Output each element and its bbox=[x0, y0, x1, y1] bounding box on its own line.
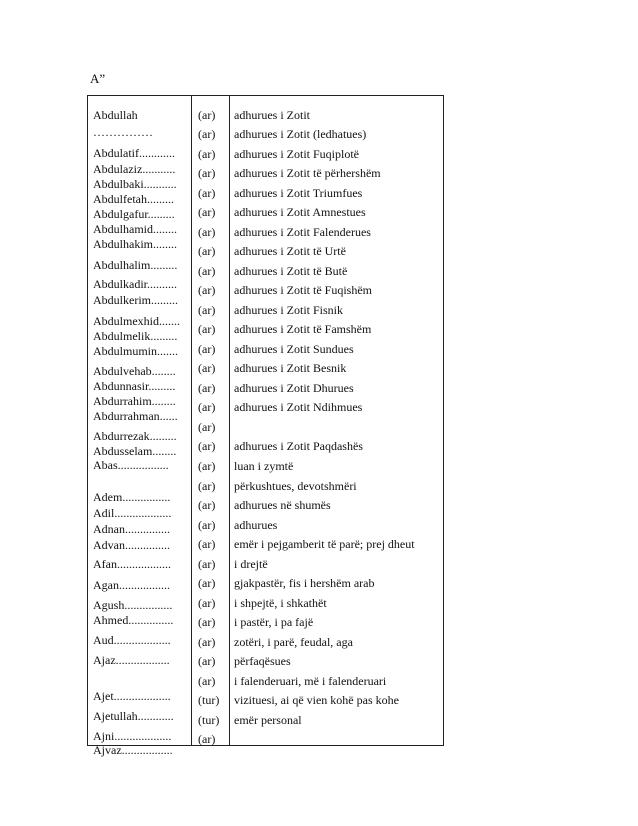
name-entry: Abdulgafur......... bbox=[93, 207, 175, 221]
origin-label: (ar) bbox=[198, 283, 216, 297]
origin-label: (ar) bbox=[198, 557, 216, 571]
name-entry: Abdulhakim........ bbox=[93, 237, 177, 251]
origin-label: (ar) bbox=[198, 420, 216, 434]
name-entry: Abdulmelik......... bbox=[93, 329, 178, 343]
meaning-text: adhurues i Zotit të Fuqishëm bbox=[234, 283, 372, 297]
meaning-text: adhurues i Zotit të Famshëm bbox=[234, 322, 372, 336]
origin-label: (ar) bbox=[198, 244, 216, 258]
name-entry: Abdulbaki........... bbox=[93, 177, 177, 191]
meaning-text: zotëri, i parë, feudal, aga bbox=[234, 635, 353, 649]
name-entry: Abdulkadir.......... bbox=[93, 277, 177, 291]
origin-label: (ar) bbox=[198, 674, 216, 688]
name-entry: Agan................. bbox=[93, 578, 170, 592]
origin-label: (ar) bbox=[198, 361, 216, 375]
name-entry: Abdulhamid........ bbox=[93, 222, 177, 236]
name-entry: Aud................... bbox=[93, 633, 171, 647]
origin-label: (tur) bbox=[198, 693, 220, 707]
name-entry: Agush................ bbox=[93, 598, 173, 612]
name-entry: Abdusselam........ bbox=[93, 444, 177, 458]
name-entry: Abdulfetah......... bbox=[93, 192, 174, 206]
meaning-text: emër personal bbox=[234, 713, 302, 727]
origin-label: (ar) bbox=[198, 322, 216, 336]
name-entry: Adil................... bbox=[93, 506, 172, 520]
meaning-text: adhurues i Zotit të Butë bbox=[234, 264, 348, 278]
meaning-text: adhurues i Zotit Ndihmues bbox=[234, 400, 363, 414]
meaning-text: adhurues i Zotit Fuqiplotë bbox=[234, 147, 359, 161]
name-entry: Ajetullah............ bbox=[93, 709, 174, 723]
meaning-text: adhurues i Zotit të Urtë bbox=[234, 244, 346, 258]
name-entry: Advan............... bbox=[93, 538, 170, 552]
name-entry: Abdulhalim......... bbox=[93, 258, 178, 272]
column-divider-left bbox=[191, 96, 192, 745]
origin-label: (ar) bbox=[198, 400, 216, 414]
name-entry: Ajaz.................. bbox=[93, 653, 170, 667]
meaning-text: adhurues i Zotit bbox=[234, 108, 310, 122]
name-entry: Abas................. bbox=[93, 458, 169, 472]
name-entry: Abdurrahim........ bbox=[93, 394, 176, 408]
meaning-text: adhurues i Zotit Besnik bbox=[234, 361, 347, 375]
origin-label: (ar) bbox=[198, 439, 216, 453]
meaning-text: adhurues i Zotit Amnestues bbox=[234, 205, 366, 219]
origin-label: (ar) bbox=[198, 127, 216, 141]
origin-label: (ar) bbox=[198, 166, 216, 180]
name-entry: Abdunnasir......... bbox=[93, 379, 176, 393]
origin-label: (ar) bbox=[198, 381, 216, 395]
column-divider-right bbox=[229, 96, 230, 745]
meaning-text: i pastër, i pa fajë bbox=[234, 615, 314, 629]
meaning-text: adhurues i Zotit (ledhatues) bbox=[234, 127, 367, 141]
name-entry: Abdurrezak......... bbox=[93, 429, 177, 443]
origin-label: (ar) bbox=[198, 498, 216, 512]
name-entry: Adem................ bbox=[93, 490, 171, 504]
name-entry: Abdulaziz........... bbox=[93, 162, 176, 176]
origin-label: (ar) bbox=[198, 479, 216, 493]
meaning-text: adhurues i Zotit të përhershëm bbox=[234, 166, 381, 180]
origin-label: (ar) bbox=[198, 654, 216, 668]
name-entry: Ajet................... bbox=[93, 689, 171, 703]
name-entry: Abdulkerim......... bbox=[93, 293, 178, 307]
name-entry: Abdulmumin....... bbox=[93, 344, 179, 358]
origin-label: (ar) bbox=[198, 732, 216, 746]
names-table bbox=[87, 95, 444, 757]
origin-label: (ar) bbox=[198, 108, 216, 122]
origin-label: (ar) bbox=[198, 264, 216, 278]
name-entry: Abdurrahman...... bbox=[93, 409, 178, 423]
name-entry: Ajni................... bbox=[93, 729, 172, 743]
meaning-text: i falenderuari, më i falenderuari bbox=[234, 674, 387, 688]
meaning-text: emër i pejgamberit të parë; prej dheut bbox=[234, 537, 415, 551]
origin-label: (ar) bbox=[198, 225, 216, 239]
meaning-text: gjakpastër, fis i hershëm arab bbox=[234, 576, 375, 590]
name-entry: Abdulmexhid....... bbox=[93, 314, 180, 328]
meaning-text: përkushtues, devotshmëri bbox=[234, 479, 357, 493]
origin-label: (ar) bbox=[198, 303, 216, 317]
origin-label: (ar) bbox=[198, 596, 216, 610]
meaning-text: adhurues i Zotit Triumfues bbox=[234, 186, 363, 200]
meaning-text: vizituesi, ai që vien kohë pas kohe bbox=[234, 693, 399, 707]
name-entry: …………… bbox=[93, 125, 153, 139]
origin-label: (tur) bbox=[198, 713, 220, 727]
origin-label: (ar) bbox=[198, 615, 216, 629]
meaning-text: luan i zymtë bbox=[234, 459, 294, 473]
meaning-text: adhurues bbox=[234, 518, 278, 532]
origin-label: (ar) bbox=[198, 635, 216, 649]
origin-label: (ar) bbox=[198, 459, 216, 473]
origin-label: (ar) bbox=[198, 518, 216, 532]
origin-label: (ar) bbox=[198, 576, 216, 590]
meaning-text: përfaqësues bbox=[234, 654, 291, 668]
name-entry: Abdulvehab........ bbox=[93, 364, 176, 378]
origin-label: (ar) bbox=[198, 186, 216, 200]
origin-label: (ar) bbox=[198, 537, 216, 551]
meaning-text: i drejtë bbox=[234, 557, 268, 571]
origin-label: (ar) bbox=[198, 205, 216, 219]
meaning-text: adhurues i Zotit Paqdashës bbox=[234, 439, 363, 453]
meaning-text: adhurues në shumës bbox=[234, 498, 331, 512]
name-entry: Ahmed............... bbox=[93, 613, 174, 627]
name-entry: Afan.................. bbox=[93, 557, 171, 571]
meaning-text: adhurues i Zotit Fisnik bbox=[234, 303, 343, 317]
name-entry: Abdullah bbox=[93, 108, 138, 122]
name-entry: Ajvaz................. bbox=[93, 743, 173, 757]
meaning-text: i shpejtë, i shkathët bbox=[234, 596, 327, 610]
name-entry: Abdulatif............ bbox=[93, 146, 175, 160]
origin-label: (ar) bbox=[198, 342, 216, 356]
name-entry: Adnan............... bbox=[93, 522, 170, 536]
meaning-text: adhurues i Zotit Dhurues bbox=[234, 381, 354, 395]
meaning-text: adhurues i Zotit Sundues bbox=[234, 342, 354, 356]
page-heading: A” bbox=[90, 71, 106, 86]
meaning-text: adhurues i Zotit Falenderues bbox=[234, 225, 371, 239]
origin-label: (ar) bbox=[198, 147, 216, 161]
